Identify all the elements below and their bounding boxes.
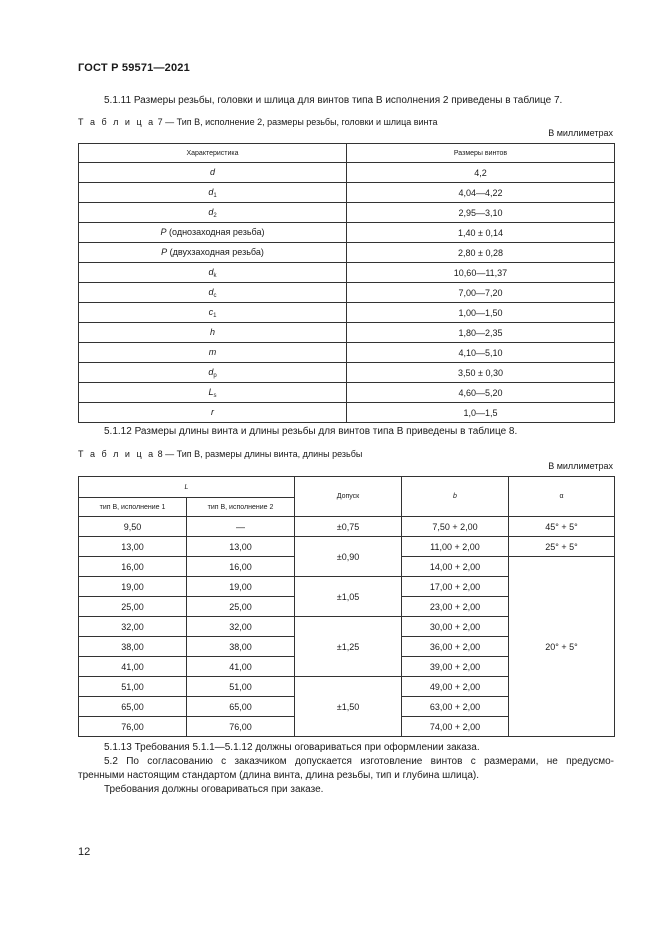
paragraph-5-1-12: 5.1.12 Размеры длины винта и длины резьбы для винтов типа В приведены в таблице 8. [104,426,518,437]
table7-value-cell: 1,40 ± 0,14 [347,223,615,243]
table7-value-cell: 1,00—1,50 [347,303,615,323]
table8-L1-cell: 25,00 [79,597,187,617]
table8-L1-cell: 65,00 [79,697,187,717]
table8-L2-cell: 65,00 [187,697,295,717]
table8-tolerance-cell: ±0,90 [295,537,402,577]
paragraph-5-2-line2: тренными настоящим стандартом (длина винта, длина резьбы, тип и глубина шлица). [78,770,480,781]
table7-char-cell: $d_k$ [79,263,347,283]
table7-value-cell: 2,95—3,10 [347,203,615,223]
table8-b-cell: 74,00 + 2,00 [402,717,509,737]
table8-caption [78,449,362,459]
table8-b-cell: 11,00 + 2,00 [402,537,509,557]
table8-alpha-cell: 45° + 5° [509,517,615,537]
table-row [79,283,615,303]
table8-header-b: b [402,477,509,517]
table8-L2-cell: 38,00 [187,637,295,657]
table8-header-alpha: α [509,477,615,517]
table-row [79,343,615,363]
paragraph-5-1-13: 5.1.13 Требования 5.1.1—5.1.12 должны оговариваться при оформлении заказа. [104,742,480,753]
table8-L2-cell: 19,00 [187,577,295,597]
table8-L1-cell: 41,00 [79,657,187,677]
table7-value-cell: 7,00—7,20 [347,283,615,303]
table8-L2-cell: — [187,517,295,537]
table-row [79,517,615,537]
table8-L1-cell: 38,00 [79,637,187,657]
table8-L1-cell: 9,50 [79,517,187,537]
table7-char-cell: $d_p$ [79,363,347,383]
table8-b-cell: 49,00 + 2,00 [402,677,509,697]
table8-caption-text: 8 — Тип В, размеры длины винта, длины резьбы [157,449,363,459]
table7-caption [78,117,438,127]
table8-L1-cell: 13,00 [79,537,187,557]
page-number: 12 [78,846,91,858]
table-row [79,403,615,423]
table-row [79,263,615,283]
table-row [79,243,615,263]
table8-b-cell: 7,50 + 2,00 [402,517,509,537]
table7-value-cell: 10,60—11,37 [347,263,615,283]
table7-value-cell: 4,10—5,10 [347,343,615,363]
table7-char-cell: r [79,403,347,423]
table-row [79,383,615,403]
document-header: ГОСТ Р 59571—2021 [78,62,190,74]
table7-value-cell: 1,0—1,5 [347,403,615,423]
paragraph-5-2-line1: 5.2 По согласованию с заказчиком допускается изготовление винтов с размерами, не предусмо- [104,756,614,767]
table-row [79,183,615,203]
table7-char-cell: h [79,323,347,343]
table7-header-characteristic: Характеристика [79,144,347,163]
table7-value-cell: 4,04—4,22 [347,183,615,203]
table7-char-cell: $c_1$ [79,303,347,323]
table7-header-sizes: Размеры винтов [347,144,615,163]
table7-value-cell: 1,80—2,35 [347,323,615,343]
table8-alpha-cell: 25° + 5° [509,537,615,557]
table8-alpha-cell: 20° + 5° [509,557,615,737]
table8-header-version2: тип В, исполнение 2 [187,498,295,517]
table8-L1-cell: 32,00 [79,617,187,637]
table8-b-cell: 63,00 + 2,00 [402,697,509,717]
table8-header-L: L [79,477,295,498]
table8-L2-cell: 41,00 [187,657,295,677]
table7-char-cell: $d_1$ [79,183,347,203]
table7-value-cell: 3,50 ± 0,30 [347,363,615,383]
table7-char-cell: P (однозаходная резьба) [79,223,347,243]
table8-L2-cell: 76,00 [187,717,295,737]
table-row [79,163,615,183]
table8-L2-cell: 13,00 [187,537,295,557]
table7-value-cell: 2,80 ± 0,28 [347,243,615,263]
table8-tolerance-cell: ±0,75 [295,517,402,537]
paragraph-5-1-11: 5.1.11 Размеры резьбы, головки и шлица для винтов типа В исполнения 2 приведены в таблице 7. [104,95,563,106]
table-row [79,223,615,243]
table-8 [78,476,615,737]
table8-unit: В миллиметрах [548,461,613,471]
table7-char-cell: $d_c$ [79,283,347,303]
table-row [79,323,615,343]
table-7 [78,143,615,423]
table8-b-cell: 36,00 + 2,00 [402,637,509,657]
table8-L1-cell: 51,00 [79,677,187,697]
table8-header-version1: тип В, исполнение 1 [79,498,187,517]
table8-caption-prefix: Т а б л и ц а [78,449,156,459]
table-row [79,203,615,223]
table8-L2-cell: 16,00 [187,557,295,577]
table7-char-cell: $L_s$ [79,383,347,403]
table8-tolerance-cell: ±1,05 [295,577,402,617]
table8-L1-cell: 16,00 [79,557,187,577]
table8-L2-cell: 25,00 [187,597,295,617]
table8-b-cell: 17,00 + 2,00 [402,577,509,597]
table7-unit: В миллиметрах [548,128,613,138]
table8-b-cell: 30,00 + 2,00 [402,617,509,637]
table8-b-cell: 23,00 + 2,00 [402,597,509,617]
table8-L1-cell: 19,00 [79,577,187,597]
table7-char-cell: m [79,343,347,363]
table7-caption-prefix: Т а б л и ц а [78,117,156,127]
table8-tolerance-cell: ±1,25 [295,617,402,677]
table8-L2-cell: 32,00 [187,617,295,637]
table7-value-cell: 4,60—5,20 [347,383,615,403]
table8-b-cell: 14,00 + 2,00 [402,557,509,577]
table-row [79,537,615,557]
table8-header-tolerance: Допуск [295,477,402,517]
paragraph-requirements: Требования должны оговариваться при заказе. [104,784,324,795]
table-row [79,363,615,383]
table8-tolerance-cell: ±1,50 [295,677,402,737]
table8-L2-cell: 51,00 [187,677,295,697]
table7-value-cell: 4,2 [347,163,615,183]
table8-b-cell: 39,00 + 2,00 [402,657,509,677]
table7-caption-text: 7 — Тип В, исполнение 2, размеры резьбы, головки и шлица винта [157,117,438,127]
table-row [79,303,615,323]
table8-L1-cell: 76,00 [79,717,187,737]
table7-char-cell: d [79,163,347,183]
table7-char-cell: P (двухзаходная резьба) [79,243,347,263]
table7-char-cell: $d_2$ [79,203,347,223]
